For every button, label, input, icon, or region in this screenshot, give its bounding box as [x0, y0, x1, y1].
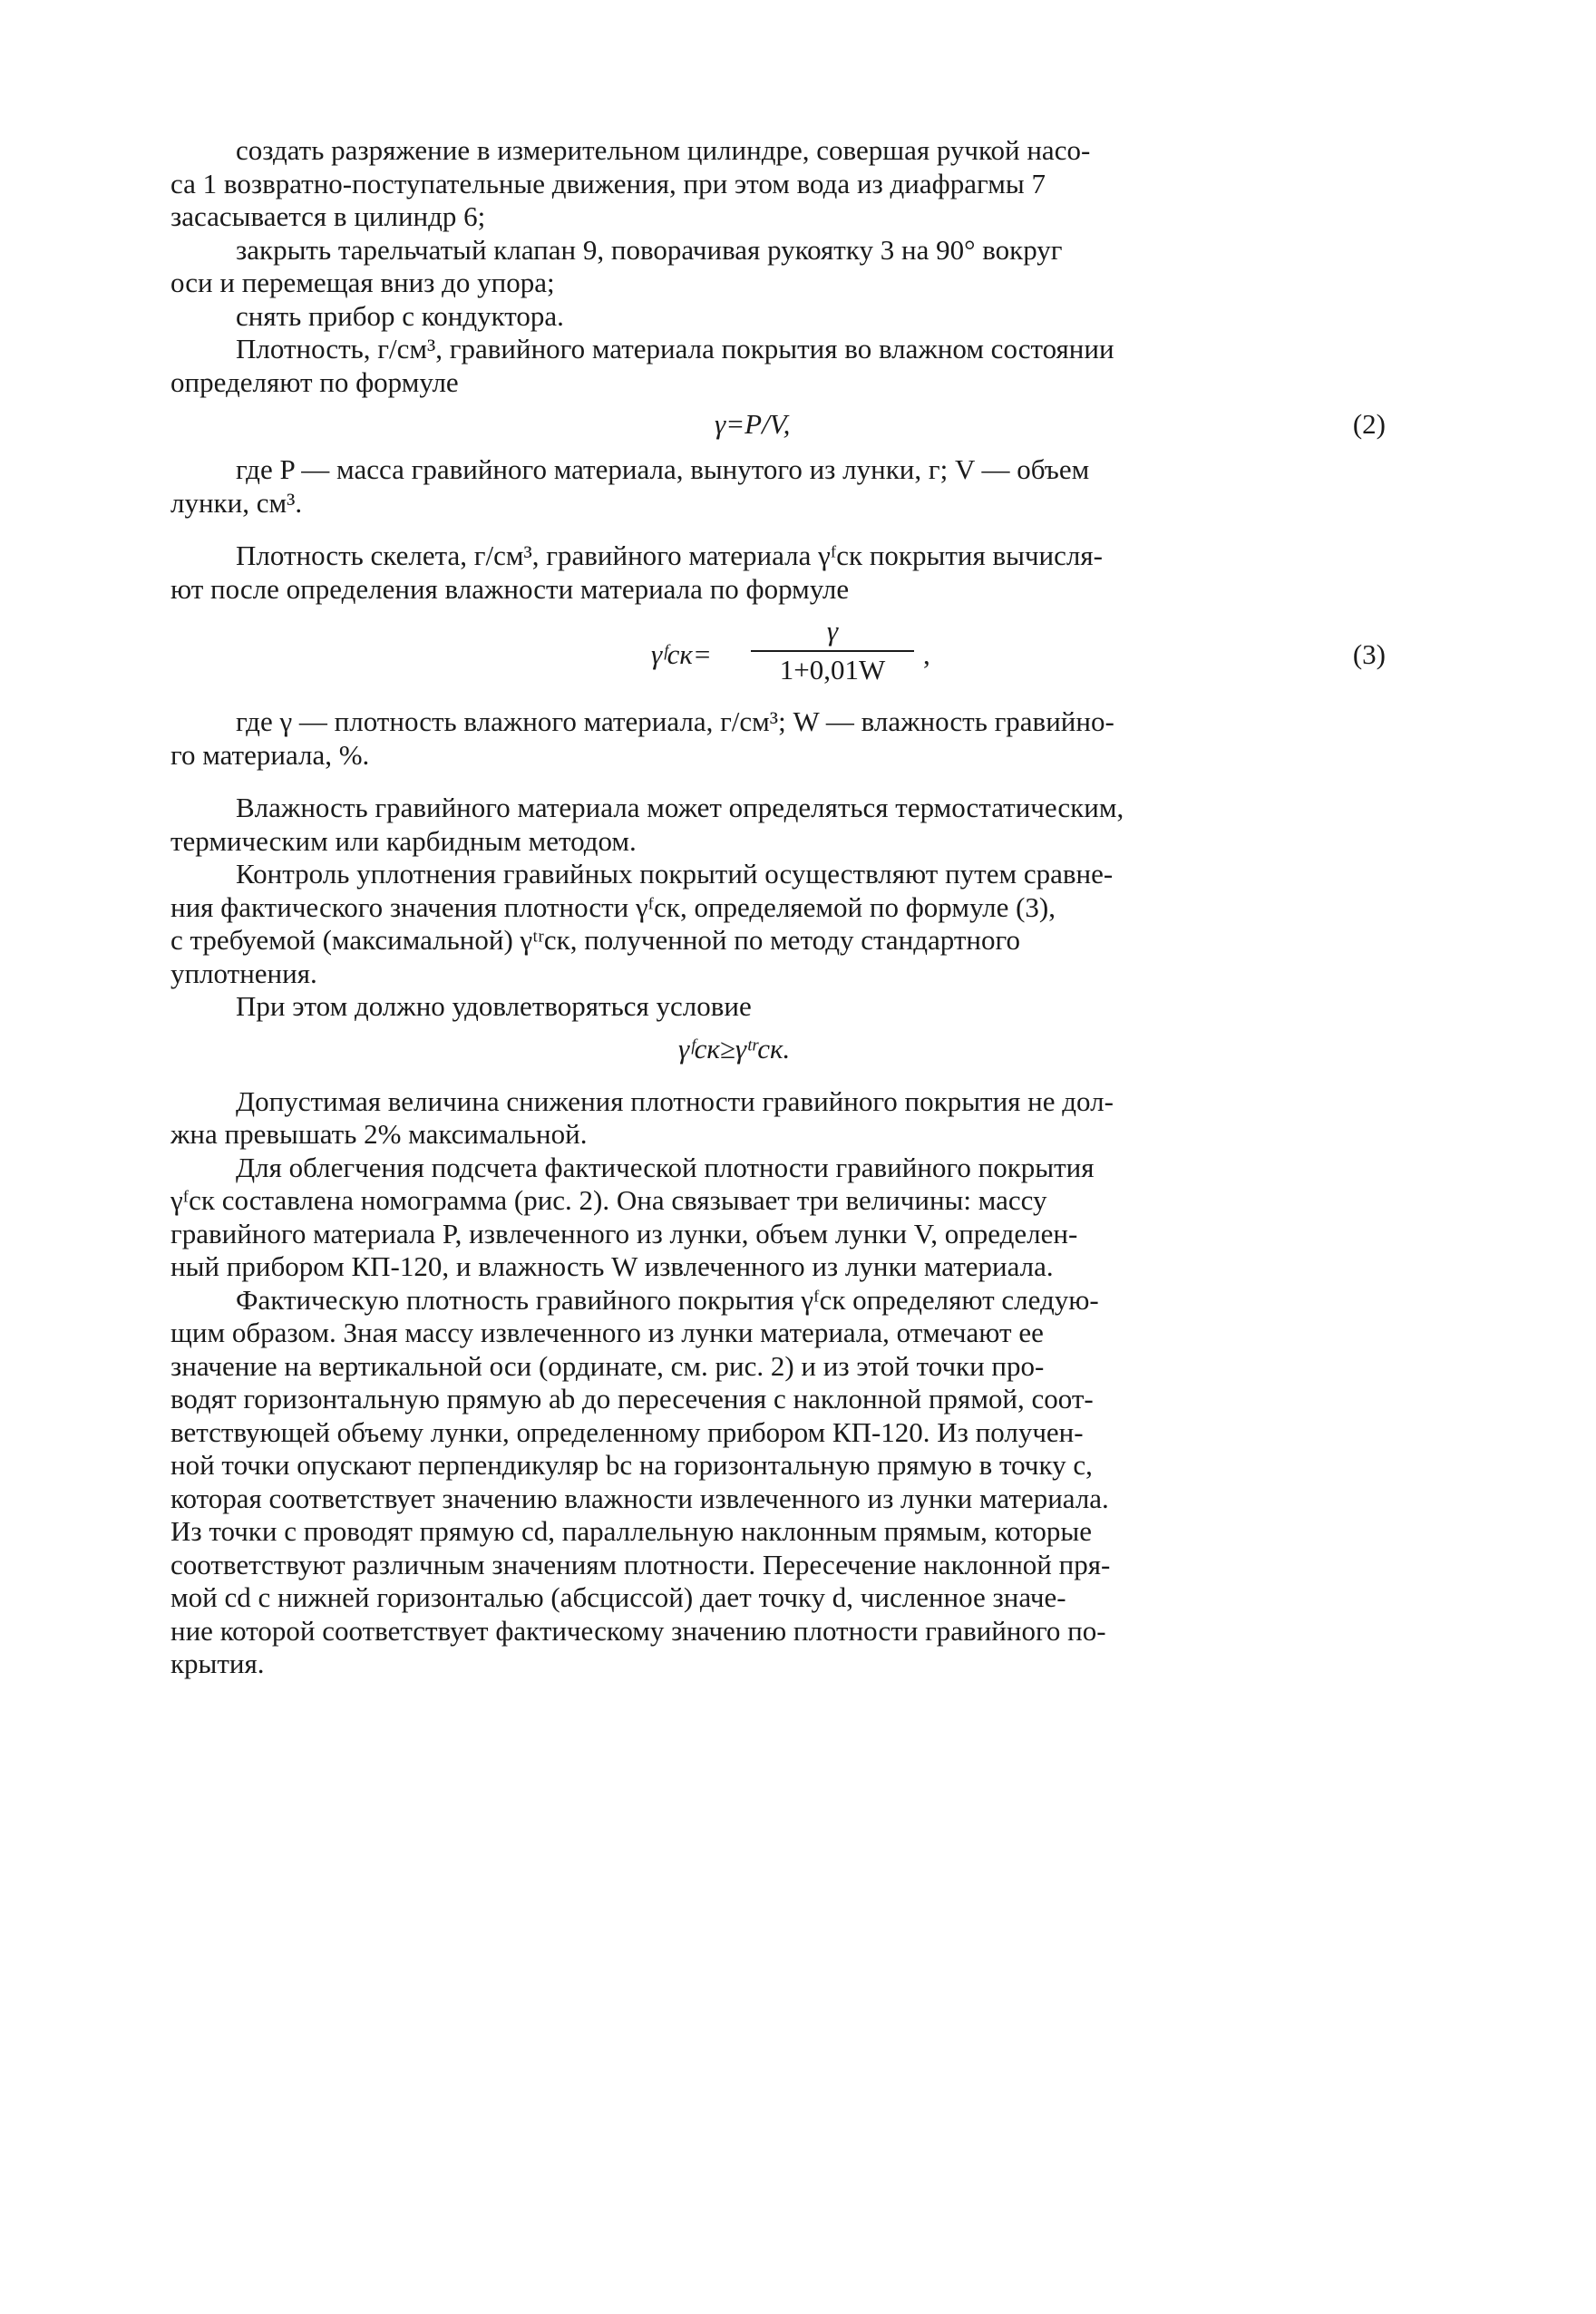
text-line: ветствующей объему лунки, определенному прибором КП-120. Из получен- — [170, 1415, 1084, 1448]
text-line: Плотность, г/см³, гравийного материала покрытия во влажном состоянии — [236, 333, 1114, 365]
fraction-denominator: 1+0,01W — [779, 653, 886, 685]
text-line: которая соответствует значению влажности извлеченного из лунки материала. — [170, 1482, 1109, 1514]
text-line: термическим или карбидным методом. — [170, 824, 637, 857]
condition-formula — [170, 1024, 1386, 1074]
fraction-numerator: γ — [751, 615, 914, 652]
text-line: го материала, %. — [170, 738, 370, 771]
text-line: уплотнения. — [170, 957, 317, 989]
text-line: где γ — плотность влажного материала, г/см³; W — влажность гравийно- — [236, 705, 1114, 737]
text-line: Влажность гравийного материала может определяться термостатическим, — [236, 792, 1124, 823]
formula-3 — [170, 606, 1386, 705]
text-line: ный прибором КП-120, и влажность W извлеченного из лунки материала. — [170, 1250, 1054, 1282]
paragraph-1 — [170, 134, 1386, 168]
formula-3-comma: , — [923, 638, 930, 670]
text-line: гравийного материала P, извлеченного из лунки, объем лунки V, определен- — [170, 1217, 1078, 1249]
text-line: соответствуют различным значениям плотности. Пересечение наклонной пря- — [170, 1548, 1111, 1580]
text-line: лунки, см³. — [170, 486, 303, 519]
text-line: ние которой соответствует фактическому значению плотности гравийного по- — [170, 1614, 1106, 1647]
text-line: са 1 возвратно-поступательные движения, при этом вода из диафрагмы 7 — [170, 167, 1046, 199]
text-line: крытия. — [170, 1648, 265, 1679]
text-line: засасывается в цилиндр 6; — [170, 200, 486, 232]
text-line: щим образом. Зная массу извлеченного из лунки материала, отмечают ее — [170, 1317, 1044, 1348]
text-line: ной точки опускают перпендикуляр bc на горизонтальную прямую в точку c, — [170, 1449, 1093, 1481]
text-line: Контроль уплотнения гравийных покрытий осуществляют путем сравне- — [236, 858, 1114, 890]
formula-3-fraction — [751, 615, 914, 686]
text-line: водят горизонтальную прямую ab до пересечения с наклонной прямой, соот- — [170, 1383, 1094, 1415]
text-line: с требуемой (максимальной) γᵗʳск, полученной по методу стандартного — [170, 924, 1020, 956]
formula-2 — [170, 399, 1386, 453]
text-line: закрыть тарельчатый клапан 9, поворачивая рукоятку 3 на 90° вокруг — [236, 233, 1063, 266]
text-line: Для облегчения подсчета фактической плотности гравийного покрытия — [236, 1151, 1095, 1183]
text-line: Допустимая величина снижения плотности гравийного покрытия не дол- — [236, 1084, 1114, 1117]
formula-2-number: (2) — [1352, 408, 1386, 440]
text-line: Фактическую плотность гравийного покрытия γᶠск определяют следую- — [236, 1283, 1099, 1316]
text-line: γᶠск составлена номограмма (рис. 2). Она связывает три величины: массу — [170, 1184, 1047, 1216]
text-line: определяют по формуле — [170, 365, 459, 398]
text-line: Плотность скелета, г/см³, гравийного материала γᶠск покрытия вычисля- — [236, 540, 1103, 571]
text-line: При этом должно удовлетворяться условие — [236, 990, 752, 1022]
text-line: мой cd с нижней горизонталью (абсциссой) дает точку d, численное значе- — [170, 1581, 1066, 1613]
formula-3-left: γᶠск= — [651, 638, 712, 670]
text-line: Из точки c проводят прямую cd, параллельную наклонным прямым, которые — [170, 1515, 1092, 1547]
text-line: снять прибор с кондуктора. — [236, 299, 564, 332]
body-text — [170, 134, 1386, 1681]
text-line: ния фактического значения плотности γᶠск, определяемой по формуле (3), — [170, 890, 1056, 923]
text-line: где P — масса гравийного материала, вынутого из лунки, г; V — объем — [236, 453, 1090, 485]
text-line: значение на вертикальной оси (ординате, см. рис. 2) и из этой точки про- — [170, 1349, 1045, 1382]
text-line: ют после определения влажности материала по формуле — [170, 572, 850, 605]
text-line: жна превышать 2% максимальной. — [170, 1118, 588, 1150]
formula-3-number: (3) — [1352, 638, 1386, 670]
condition-expression: γᶠск≥γᵗʳск. — [678, 1032, 791, 1065]
text-line: оси и перемещая вниз до упора; — [170, 267, 555, 298]
formula-2-expression: γ=P/V, — [715, 408, 791, 440]
text-line: создать разряжение в измерительном цилиндре, совершая ручкой насо- — [236, 134, 1091, 166]
